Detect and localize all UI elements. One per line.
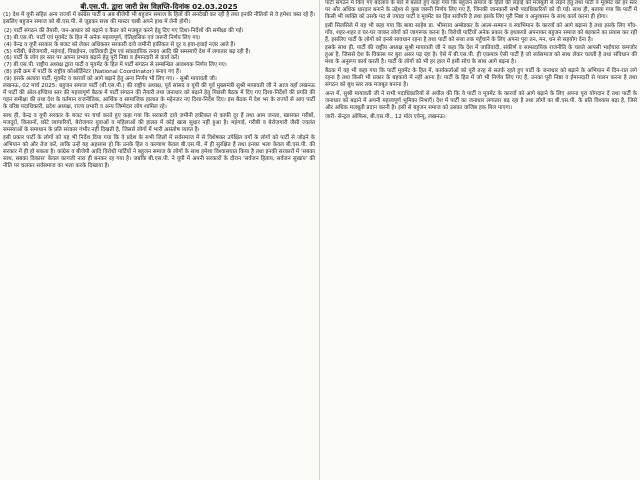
numbered-point: (4) केन्द्र व यूपी सरकार के बजट को लेकर अधिकतर सरकारी दावे जमीनी हकीकत से दूर व हवा-हवाई नज़र आते हैं। (4, 41, 236, 48)
left-body (0, 12, 318, 170)
paragraph: अन्त में, सुश्री मायावती जी ने सभी पदाधिकारियों से अपील की कि वे पार्टी व मूवमेंट के कारवाँ को आगे बढ़ाने के लिए अपना पूरा योगदान दें तथा पार्टी के जनाधार को बढ़ाने में अपनी महत्त्वपूर्ण भूमिका निभाएँ। देश में पार्टी का जनाधार लगातार बढ़ रहा है तथा लोगों का बी.एस.पी. के प्रति विश्वास बढ़ा है, जिसे और अधिक मजबूती प्रदान करनी है। इसी से बहुजन समाज को उसका वाजिब हक मिल पाएगा। (325, 90, 637, 111)
paragraph: जारी- सेन्ट्रल ऑफिस, बी.एस.पी., 12 मॉल एवेन्यू, लखनऊ। (325, 113, 446, 120)
paragraph: इसी प्रकार पार्टी के लोगों को यह भी निर्देश दिया गया कि वे प्रदेश के सभी जिलों में सर्वसमाज में से विशेषकर उपेक्षित वर्गों के लोगों को पार्टी से जोड़ने के अभियान को और तेज करें, ताकि उन्हें यह अहसास हो कि उनके हित व कल्याण केवल बी.एस.पी. में ही सुरक्षित हैं तथा इनका भला केवल बी.एस.पी. की सरकार में ही हो सकता है। कांग्रेस व बीजेपी आदि विरोधी पार्टियों ने बहुजन समाज के लोगों के साथ हमेशा विश्वासघात किया है तथा इनकी सरकारों में 'सबका साथ, सबका विकास' केवल कागजी नारा ही बनकर रह गया है। जबकि बी.एस.पी. ने यूपी में अपनी सरकारों के दौरान 'सर्वजन हिताय, सर्वजन सुखाय' की नीति पर चलकर सर्वसमाज का भला करके दिखाया है। (3, 135, 315, 170)
numbered-point: (2) पार्टी संगठन की तैयारी, जन-आधार को बढ़ाने व कैडर को मजबूत करने हेतु दिए गए दिशा-निर्देशों की समीक्षा की गई। (4, 27, 244, 34)
paragraph: इसके साथ ही, पार्टी की राष्ट्रीय अध्यक्ष सुश्री मायावती जी ने कहा कि देश में जातिवादी, संकीर्ण व साम्प्रदायिक राजनीति के चलते आपसी भाईचारा कमजोर हुआ है, जिससे देश के विकास पर बुरा असर पड़ रहा है। ऐसे में बी.एस.पी. ही एकमात्र ऐसी पार्टी है जो सर्वसमाज को साथ लेकर चलती है तथा संविधान की मंशा के अनुरूप कार्य करती है। पार्टी के लोगों को भी हर हाल में इसी सोच के साथ आगे बढ़ना है। (325, 45, 637, 66)
numbered-point: (5) गरीबी, बेरोजगारी, महंगाई, पिछड़ेपन, जातिवादी द्वेष एवं सांप्रदायिक तनाव आदि की समस्याएँ देश में लगातार बढ़ रही हैं। (4, 48, 251, 55)
numbered-point: (6) पार्टी के लोग हर स्तर पर अपना प्रभाव बढ़ाने हेतु पूरी निष्ठा व ईमानदारी से कार्य करें। (4, 55, 180, 62)
paragraph: लखनऊ, 02 मार्च 2025: बहुजन समाज पार्टी (बी.एस.पी.) की राष्ट्रीय अध्यक्ष, पूर्व सांसद व यूपी की पूर्व मुख्यमंत्री सुश्री मायावती जी ने आज यहाँ लखनऊ में पार्टी की ऑल-इण्डिया स्तर की महत्त्वपूर्ण बैठक में पार्टी संगठन की तैयारी तथा जनाधार को बढ़ाने हेतु पिछली बैठक में दिए गए दिशा-निर्देशों की प्रगति की गहन समीक्षा की तथा देश के वर्तमान राजनीतिक, आर्थिक व सामाजिक हालात के मद्देनजर नए दिशा-निर्देश दिए। इस बैठक में देश भर के राज्यों से आए पार्टी के वरिष्ठ पदाधिकारी, प्रदेश अध्यक्ष, राज्य प्रभारी व अन्य जिम्मेदार लोग शामिल रहे। (3, 83, 315, 110)
paragraph: साथ ही, केन्द्र व यूपी सरकार के बजट पर चर्चा करते हुए कहा गया कि सरकारी दावे जमीनी हकीकत से काफी दूर हैं तथा आम जनता, खासकर गरीबों, मजदूरों, किसानों, छोटे व्यापारियों, बेरोजगार युवाओं व महिलाओं की हालत में कोई खास सुधार नहीं हुआ है। महंगाई, गरीबी व बेरोजगारी जैसी ज्वलंत समस्याओं के समाधान के प्रति सरकार गंभीर नहीं दिखती है, जिससे लोगों में भारी असंतोष व्याप्त है। (3, 112, 315, 133)
numbered-point: (7) बी.एस.पी. राष्ट्रीय अध्यक्ष द्वारा पार्टी व मूवमेंट के हित में पार्टी संगठन से सम्बन्धित आवश्यक निर्णय लिए गए। (4, 62, 227, 69)
paragraph: इसी सिलसिले में यह भी कहा गया कि बाबा साहेब डा. भीमराव अम्बेडकर के आत्म-सम्मान व स्वाभिमान के कारवाँ को आगे बढ़ाना है तथा इसके लिए गाँव-गाँव, शहर-शहर व घर-घर जाकर लोगों को जागरूक करना है। विरोधी पार्टियाँ अनेक प्रकार के हथकण्डे अपनाकर बहुजन समाज को बहकाने का प्रयास कर रही हैं, इसलिए पार्टी के लोगों को इनसे सावधान रहना है तथा पार्टी को सत्ता तक पहुँचाने के लिए अपना पूरा तन, मन, धन से सहयोग देना है। (325, 22, 637, 43)
left-column (0, 0, 318, 480)
paragraph: बैठक में यह भी कहा गया कि पार्टी मूवमेंट के हित में, कार्यकर्ताओं को पूरी तरह से सतर्क रहते हुए पार्टी के जनाधार को बढ़ाने के अभियान में दिन-रात लगे रहना है तथा किसी भी प्रकार के बहकावे में नहीं आना है। पार्टी के हित में जो भी निर्णय लिए गए हैं, उनका पूरी निष्ठा व ईमानदारी से पालन करना है तथा संगठन को बूथ स्तर तक मजबूत बनाना है। (325, 68, 637, 88)
paragraph: (1) देश में यूपी सहित अन्य राज्यों में कांग्रेस पार्टी व अब बीजेपी भी बहुजन समाज के हितों की अनदेखी कर रही है तथा इनकी नीतियों से वे हमेशा त्रस्त रहे हैं। इसलिए बहुजन समाज को बी.एस.पी. से जुड़कर सत्ता की मास्टर चाबी अपने हाथ में लेनी होगी। (3, 12, 315, 25)
right-body (322, 0, 640, 121)
numbered-point: (8) इसी क्रम में पार्टी के राष्ट्रीय कोऑर्डिनेटर (National Coordinator) बनाए गए हैं। (4, 69, 182, 76)
numbered-point: (9) इसके अलावा पार्टी, मूवमेंट व कारवाँ को आगे बढ़ाने हेतु अन्य निर्णय भी लिए गए। - सुश्री मायावती जी। (4, 76, 217, 83)
paragraph: पार्टी संगठन में किए गए बदलाव के बारे में बताते हुए कहा गया कि बहुजन समाज के हितों की लड़ाई को मजबूती से लड़ने हेतु तथा पार्टी व मूवमेंट को हर स्तर पर और अधिक धारदार बनाने के उद्देश्य से कुछ जरूरी निर्णय लिए गए हैं, जिनकी जानकारी सभी पदाधिकारियों को दी गई। साथ ही, बताया गया कि पार्टी में किसी भी व्यक्ति को उसके पद से ज्यादा पार्टी व मूवमेंट का हित सर्वोपरि है तथा इसके लिए पूरी निष्ठा व अनुशासन के साथ कार्य करना ही होगा। (325, 0, 637, 20)
title-text: बी.एस.पी. द्वारा जारी प्रेस विज्ञप्ति-दिनांक 02.03.2025 (80, 2, 238, 11)
column-divider (319, 0, 320, 480)
right-column (322, 0, 640, 480)
press-release-title (0, 2, 318, 11)
numbered-point: (3) बी.एस.पी. पार्टी एवं मूवमेंट के हित में अनेक महत्त्वपूर्ण, ऐतिहासिक एवं जरूरी निर्णय लिए गए। (4, 34, 201, 41)
